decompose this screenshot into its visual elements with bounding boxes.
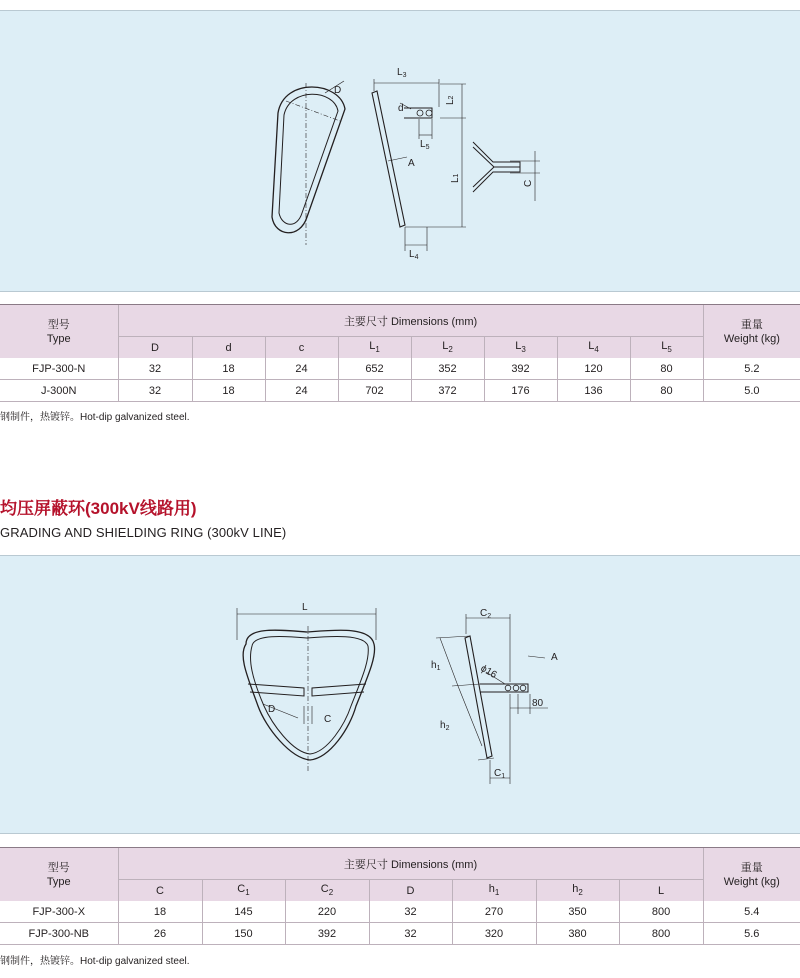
ring-drawing-2 bbox=[0, 556, 800, 833]
weight-cell: 5.4 bbox=[703, 901, 800, 923]
type-cell: FJP-300-X bbox=[0, 901, 118, 923]
label-L: L bbox=[302, 602, 308, 613]
drawing-panel-2 bbox=[0, 555, 800, 834]
spec-table-2 bbox=[0, 847, 800, 945]
weight-header: 重量 Weight (kg) bbox=[703, 305, 800, 359]
column-header: $L_4$ bbox=[557, 337, 630, 359]
column-header: D bbox=[369, 880, 452, 902]
value-cell: 24 bbox=[265, 380, 338, 402]
weight-cell: 5.0 bbox=[703, 380, 800, 402]
column-header: $L_3$ bbox=[484, 337, 557, 359]
value-cell: 32 bbox=[118, 358, 192, 380]
value-cell: 220 bbox=[285, 901, 369, 923]
dimensions-header: 主要尺寸 Dimensions (mm) bbox=[118, 305, 703, 337]
table-row bbox=[0, 358, 800, 380]
value-cell: 150 bbox=[202, 923, 285, 945]
column-header: $L_1$ bbox=[338, 337, 411, 359]
value-cell: 18 bbox=[192, 380, 265, 402]
spec-table-1 bbox=[0, 304, 800, 402]
label-L5: $L_5$ bbox=[420, 139, 430, 151]
label-h1: $h_1$ bbox=[431, 660, 441, 672]
column-header: $L_5$ bbox=[630, 337, 703, 359]
weight-cell: 5.2 bbox=[703, 358, 800, 380]
table-row bbox=[0, 901, 800, 923]
material-note-1: 钢制件，热镀锌。Hot-dip galvanized steel. bbox=[0, 412, 190, 423]
value-cell: 652 bbox=[338, 358, 411, 380]
value-cell: 270 bbox=[452, 901, 536, 923]
label-L3: $L_3$ bbox=[397, 67, 407, 79]
value-cell: 18 bbox=[192, 358, 265, 380]
label-L4: $L_4$ bbox=[409, 249, 419, 261]
value-cell: 26 bbox=[118, 923, 202, 945]
column-header: $C_2$ bbox=[285, 880, 369, 902]
value-cell: 32 bbox=[118, 380, 192, 402]
column-header: $h_1$ bbox=[452, 880, 536, 902]
column-header: $h_2$ bbox=[536, 880, 619, 902]
value-cell: 176 bbox=[484, 380, 557, 402]
type-cell: J-300N bbox=[0, 380, 118, 402]
column-header: $L_2$ bbox=[411, 337, 484, 359]
value-cell: 380 bbox=[536, 923, 619, 945]
drawing-panel-1 bbox=[0, 10, 800, 292]
type-cell: FJP-300-N bbox=[0, 358, 118, 380]
table-row bbox=[0, 923, 800, 945]
value-cell: 80 bbox=[630, 380, 703, 402]
value-cell: 145 bbox=[202, 901, 285, 923]
dimensions-header-2: 主要尺寸 Dimensions (mm) bbox=[118, 848, 703, 880]
value-cell: 320 bbox=[452, 923, 536, 945]
value-cell: 24 bbox=[265, 358, 338, 380]
value-cell: 136 bbox=[557, 380, 630, 402]
value-cell: 702 bbox=[338, 380, 411, 402]
value-cell: 372 bbox=[411, 380, 484, 402]
type-cell: FJP-300-NB bbox=[0, 923, 118, 945]
value-cell: 32 bbox=[369, 901, 452, 923]
column-header: d bbox=[192, 337, 265, 359]
value-cell: 352 bbox=[411, 358, 484, 380]
ring-drawing-1 bbox=[0, 11, 800, 291]
value-cell: 32 bbox=[369, 923, 452, 945]
label-d: d bbox=[398, 103, 404, 114]
label-A: A bbox=[408, 158, 415, 169]
weight-cell: 5.6 bbox=[703, 923, 800, 945]
type-header-2: 型号 Type bbox=[0, 848, 118, 902]
label-C1: $C_1$ bbox=[494, 768, 506, 780]
value-cell: 350 bbox=[536, 901, 619, 923]
label-h2: $h_2$ bbox=[440, 720, 450, 732]
table-row bbox=[0, 380, 800, 402]
label-L1: L1 bbox=[450, 173, 461, 183]
value-cell: 800 bbox=[619, 923, 703, 945]
material-note-2: 钢制件，热镀锌。Hot-dip galvanized steel. bbox=[0, 956, 190, 967]
label-A2: A bbox=[551, 652, 558, 663]
column-header: $C_1$ bbox=[202, 880, 285, 902]
label-D: D bbox=[334, 85, 342, 96]
label-phi16: ϕ16 bbox=[478, 663, 499, 681]
column-header: c bbox=[265, 337, 338, 359]
weight-header-2: 重量 Weight (kg) bbox=[703, 848, 800, 902]
column-header: C bbox=[118, 880, 202, 902]
value-cell: 120 bbox=[557, 358, 630, 380]
column-header: D bbox=[118, 337, 192, 359]
value-cell: 392 bbox=[285, 923, 369, 945]
column-header: L bbox=[619, 880, 703, 902]
value-cell: 800 bbox=[619, 901, 703, 923]
value-cell: 80 bbox=[630, 358, 703, 380]
label-D2: D bbox=[268, 704, 276, 715]
label-L2: L2 bbox=[445, 95, 456, 105]
type-header: 型号 Type bbox=[0, 305, 118, 359]
label-C: C bbox=[523, 179, 534, 187]
value-cell: 392 bbox=[484, 358, 557, 380]
label-80: 80 bbox=[532, 698, 544, 709]
section-title-cn: 均压屏蔽环(300kV线路用) bbox=[0, 499, 197, 518]
section-title-en: GRADING AND SHIELDING RING (300kV LINE) bbox=[0, 525, 287, 540]
label-C2a: C bbox=[324, 714, 332, 725]
label-C2: $C_2$ bbox=[480, 608, 492, 620]
value-cell: 18 bbox=[118, 901, 202, 923]
